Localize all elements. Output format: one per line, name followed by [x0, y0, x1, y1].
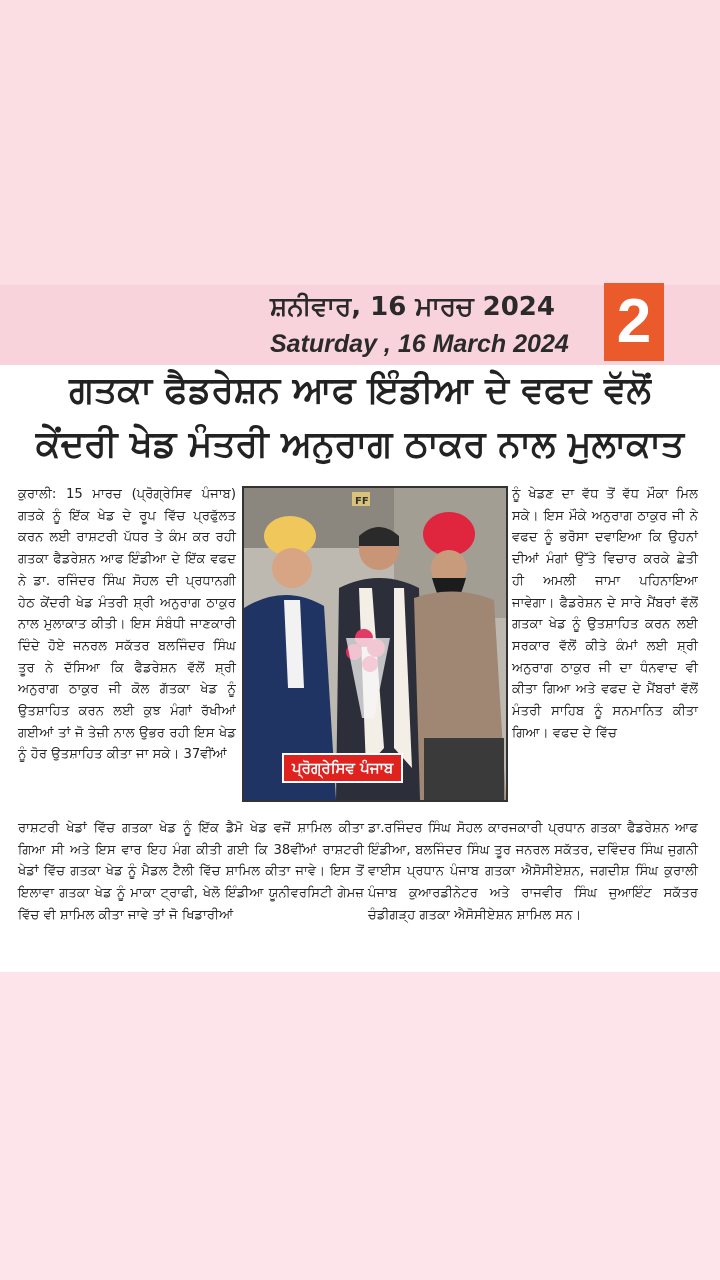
article-column-right: ਨੂੰ ਖੇਡਣ ਦਾ ਵੱਧ ਤੋਂ ਵੱਧ ਮੌਕਾ ਮਿਲ ਸਕੇ। ਇਸ ਮੌਕੇ ਅਨੁਰਾਗ ਠਾਕੁਰ ਜੀ ਨੇ ਵਫਦ ਨੂੰ ਭਰੋਸਾ ਦਵਾਇਆ ਕਿ ਉਹਨਾਂ ਦੀਆਂ ਮੰਗਾਂ ਉੱਤੇ ਵਿਚਾਰ ਕਰਕੇ ਛੇਤੀ ਹੀ ਅਮਲੀ ਜਾਮਾ ਪਹਿਨਾਇਆ ਜਾਵੇਗਾ। ਫੈਡਰੇਸ਼ਨ ਦੇ ਸਾਰੇ ਮੈਂਬਰਾਂ ਵੱਲੋਂ ਗਤਕਾ ਖੇਡ ਨੂੰ ਉਤਸ਼ਾਹਿਤ ਕਰਨ ਲਈ ਸਰਕਾਰ ਵੱਲੋਂ ਕੀਤੇ ਕੰਮਾਂ ਲਈ ਸ਼੍ਰੀ ਅਨੁਰਾਗ ਠਾਕੁਰ ਜੀ ਦਾ ਧੰਨਵਾਦ ਵੀ ਕੀਤਾ ਗਿਆ ਅਤੇ ਵਫਦ ਦੇ ਮੈਂਬਰਾਂ ਵੱਲੋਂ ਮੰਤਰੀ ਸਾਹਿਬ ਨੂੰ ਸਨਮਾਨਿਤ ਕੀਤਾ ਗਿਆ। ਵਫਦ ਦੇ ਵਿੱਚ [512, 487, 698, 741]
date-english: Saturday , 16 March 2024 [270, 330, 569, 358]
red-turban [423, 512, 475, 556]
photo-caption-badge: ਪ੍ਰੋਗ੍ਰੇਸਿਵ ਪੰਜਾਬ [282, 753, 403, 783]
page-number-badge: 2 [604, 283, 664, 361]
photo-sign-text: FF [355, 496, 369, 507]
article-column-bottom-right: ਡਾ.ਰਜਿੰਦਰ ਸਿੰਘ ਸੋਹਲ ਕਾਰਜਕਾਰੀ ਪ੍ਰਧਾਨ ਗਤਕਾ ਫੈਡਰੇਸ਼ਨ ਆਫ ਇੰਡੀਆ, ਬਲਜਿੰਦਰ ਸਿੰਘ ਤੂਰ ਜਨਰਲ ਸਕੱਤਰ, ਦਵਿੰਦਰ ਸਿੰਘ ਜੁਗਨੀ ਵਾਈਸ ਪ੍ਰਧਾਨ ਪੰਜਾਬ ਗਤਕਾ ਐਸੋਸੀਏਸ਼ਨ, ਜਗਦੀਸ਼ ਸਿੰਘ ਕੁਰਾਲੀ ਪੰਜਾਬ ਕੁਆਰਡੀਨੇਟਰ ਅਤੇ ਰਾਜਵੀਰ ਸਿੰਘ ਜੁਆਇੰਟ ਸਕੱਤਰ ਚੰਡੀਗੜ੍ਹ ਗਤਕਾ ਐਸੋਸੀਏਸ਼ਨ ਸ਼ਾਮਿਲ ਸਨ। [368, 821, 698, 923]
date-punjabi: ਸ਼ਨੀਵਾਰ, 16 ਮਾਰਚ 2024 [270, 292, 555, 322]
article-photo [242, 486, 508, 802]
top-background [0, 0, 720, 285]
headline-line-1: ਗਤਕਾ ਫੈਡਰੇਸ਼ਨ ਆਫ ਇੰਡੀਆ ਦੇ ਵਫਦ ਵੱਲੋਂ [69, 370, 651, 411]
article-column-left: ਕੁਰਾਲੀ: 15 ਮਾਰਚ (ਪ੍ਰੋਗ੍ਰੇਸਿਵ ਪੰਜਾਬ) ਗਤਕੇ ਨੂੰ ਇੱਕ ਖੇਡ ਦੇ ਰੂਪ ਵਿੱਚ ਪ੍ਰਫੁੱਲਤ ਕਰਨ ਲਈ ਰਾਸ਼ਟਰੀ ਪੱਧਰ ਤੇ ਕੰਮ ਕਰ ਰਹੀ ਗਤਕਾ ਫੈਡਰੇਸ਼ਨ ਆਫ ਇੰਡੀਆ ਦੇ ਇੱਕ ਵਫਦ ਨੇ ਡਾ. ਰਜਿੰਦਰ ਸਿੰਘ ਸੋਹਲ ਦੀ ਪ੍ਰਧਾਨਗੀ ਹੇਠ ਕੇਂਦਰੀ ਖੇਡ ਮੰਤਰੀ ਸ਼੍ਰੀ ਅਨੁਰਾਗ ਠਾਕੁਰ ਨਾਲ ਮੁਲਾਕਾਤ ਕੀਤੀ। ਇਸ ਸੰਬੰਧੀ ਜਾਣਕਾਰੀ ਦਿੰਦੇ ਹੋਏ ਜਨਰਲ ਸਕੱਤਰ ਬਲਜਿੰਦਰ ਸਿੰਘ ਤੂਰ ਨੇ ਦੱਸਿਆ ਕਿ ਫੈਡਰੇਸ਼ਨ ਵੱਲੋਂ ਸ਼੍ਰੀ ਅਨੁਰਾਗ ਠਾਕੁਰ ਜੀ ਕੋਲ ਗੱਤਕਾ ਖੇਡ ਨੂੰ ਉਤਸ਼ਾਹਿਤ ਕਰਨ ਲਈ ਕੁਝ ਮੰਗਾਂ ਰੱਖੀਆਂ ਗਈਆਂ ਤਾਂ ਜੋ ਤੇਜ਼ੀ ਨਾਲ ਉਭਰ ਰਹੀ ਇਸ ਖੇਡ ਨੂੰ ਹੋਰ ਉਤਸ਼ਾਹਿਤ ਕੀਤਾ ਜਾ ਸਕੇ। 37ਵੀਂਆਂ [18, 487, 236, 763]
article-column-bottom-left: ਰਾਸ਼ਟਰੀ ਖੇਡਾਂ ਵਿੱਚ ਗਤਕਾ ਖੇਡ ਨੂੰ ਇੱਕ ਡੈਮੋ ਖੇਡ ਵਜੋਂ ਸ਼ਾਮਿਲ ਕੀਤਾ ਗਿਆ ਸੀ ਅਤੇ ਇਸ ਵਾਰ ਇਹ ਮੰਗ ਕੀਤੀ ਗਈ ਕਿ 38ਵੀਂਆਂ ਰਾਸ਼ਟਰੀ ਖੇਡਾਂ ਵਿੱਚ ਗਤਕਾ ਖੇਡ ਨੂੰ ਮੈਡਲ ਟੈਲੀ ਵਿੱਚ ਸ਼ਾਮਿਲ ਕੀਤਾ ਜਾਵੇ। ਇਸ ਤੋਂ ਇਲਾਵਾ ਗਤਕਾ ਖੇਡ ਨੂੰ ਮਾਕਾ ਟ੍ਰਾਫੀ, ਖੇਲੋ ਇੰਡੀਆ ਯੂਨੀਵਰਸਿਟੀ ਗੇਮਜ਼ ਵਿੱਚ ਵੀ ਸ਼ਾਮਿਲ ਕੀਤਾ ਜਾਵੇ ਤਾਂ ਜੋ ਖਿਡਾਰੀਆਂ [18, 821, 364, 923]
headline-line-2: ਕੇਂਦਰੀ ਖੇਡ ਮੰਤਰੀ ਅਨੁਰਾਗ ਠਾਕਰ ਨਾਲ ਮੁਲਾਕਾਤ [35, 424, 685, 465]
bottom-background [0, 972, 720, 1280]
